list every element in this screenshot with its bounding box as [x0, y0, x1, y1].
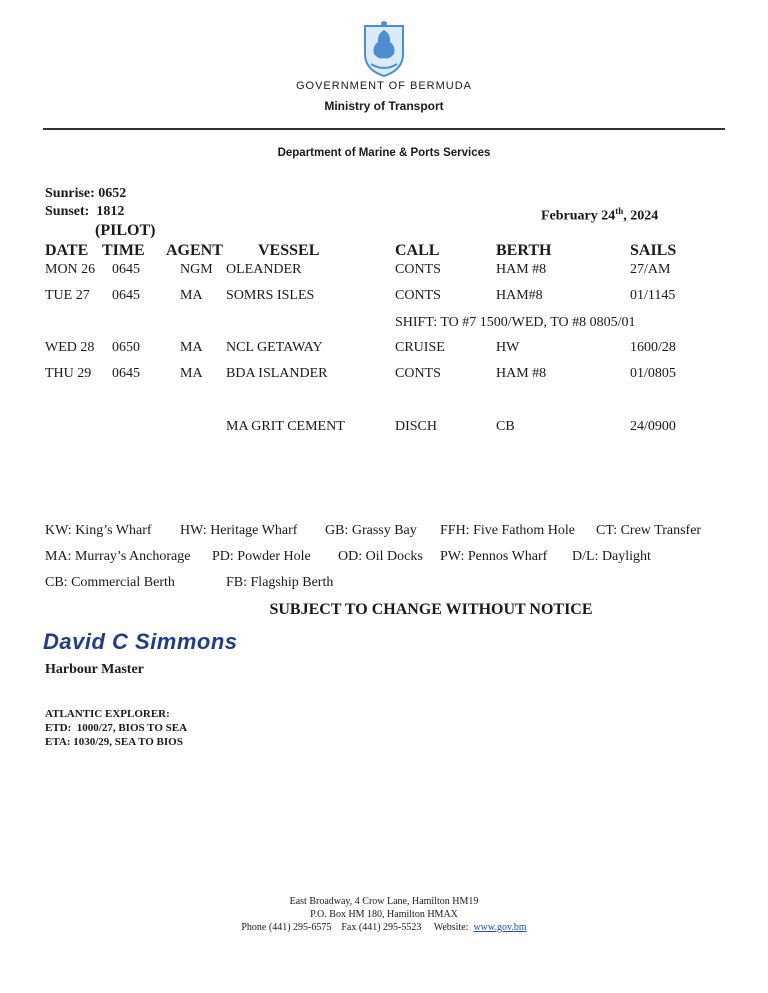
row3-agent: MA	[180, 340, 203, 355]
row5-call: DISCH	[395, 419, 438, 434]
col-time: TIME	[102, 242, 145, 259]
footer-pobox: P.O. Box HM 180, Hamilton HMAX	[310, 909, 458, 920]
row3-call: CRUISE	[395, 340, 445, 355]
row1-date: MON 26	[45, 262, 96, 277]
legend-dl: D/L: Daylight	[572, 549, 651, 564]
col-sails: SAILS	[630, 242, 677, 259]
bermuda-crest-icon	[361, 20, 407, 78]
row3-time: 0650	[112, 340, 140, 355]
legend-od: OD: Oil Docks	[338, 549, 423, 564]
footer-address: East Broadway, 4 Crow Lane, Hamilton HM19	[289, 896, 479, 907]
row4-time: 0645	[112, 366, 140, 381]
atlantic-eta: ETA: 1030/29, SEA TO BIOS	[45, 736, 183, 748]
row2-sails: 01/1145	[630, 288, 676, 303]
pilot-label: (PILOT)	[95, 222, 156, 239]
legend-pw: PW: Pennos Wharf	[440, 549, 548, 564]
row1-time: 0645	[112, 262, 140, 277]
row1-call: CONTS	[395, 262, 441, 277]
website-link[interactable]: www.gov.bm	[473, 922, 527, 933]
legend-ma: MA: Murray’s Anchorage	[45, 549, 191, 564]
row2-date: TUE 27	[45, 288, 90, 303]
col-vessel: VESSEL	[258, 242, 320, 259]
row1-vessel: OLEANDER	[226, 262, 302, 277]
signature: David C Simmons	[43, 629, 238, 654]
notice: SUBJECT TO CHANGE WITHOUT NOTICE	[269, 601, 593, 618]
col-call: CALL	[395, 242, 440, 259]
row5-vessel: MA GRIT CEMENT	[226, 419, 345, 434]
row5-sails: 24/0900	[630, 419, 676, 434]
row2-berth: HAM#8	[496, 288, 543, 303]
row1-berth: HAM #8	[496, 262, 547, 277]
signer-title: Harbour Master	[45, 662, 144, 677]
legend-kw: KW: King’s Wharf	[45, 523, 152, 538]
legend-gb: GB: Grassy Bay	[325, 523, 417, 538]
row5-berth: CB	[496, 419, 515, 434]
footer-contact	[0, 922, 768, 933]
legend-pd: PD: Powder Hole	[212, 549, 311, 564]
col-berth: BERTH	[496, 242, 552, 259]
atlantic-title: ATLANTIC EXPLORER:	[45, 708, 170, 720]
row2-call: CONTS	[395, 288, 441, 303]
row3-sails: 1600/28	[630, 340, 676, 355]
legend-fb: FB: Flagship Berth	[226, 575, 334, 590]
row4-sails: 01/0805	[630, 366, 676, 381]
government-name: GOVERNMENT OF BERMUDA	[295, 80, 473, 92]
legend-hw: HW: Heritage Wharf	[180, 523, 298, 538]
footer-website-label: Website:	[433, 922, 469, 933]
atlantic-etd: ETD: 1000/27, BIOS TO SEA	[45, 722, 188, 734]
row3-date: WED 28	[45, 340, 95, 355]
row1-agent: NGM	[180, 262, 213, 277]
row4-vessel: BDA ISLANDER	[226, 366, 328, 381]
sunset: Sunset: 1812	[45, 204, 125, 219]
ministry-name: Ministry of Transport	[324, 99, 444, 113]
row4-date: THU 29	[45, 366, 92, 381]
legend-ct: CT: Crew Transfer	[596, 523, 702, 538]
row4-call: CONTS	[395, 366, 441, 381]
footer-phone: Phone (441) 295-6575	[241, 922, 332, 933]
header-divider	[43, 128, 725, 130]
col-date: DATE	[45, 242, 89, 259]
shift-note: SHIFT: TO #7 1500/WED, TO #8 0805/01	[395, 315, 636, 330]
row4-agent: MA	[180, 366, 203, 381]
col-agent: AGENT	[166, 242, 223, 259]
row2-vessel: SOMRS ISLES	[226, 288, 315, 303]
footer-fax: Fax (441) 295-5523	[341, 922, 422, 933]
legend-ffh: FFH: Five Fathom Hole	[440, 523, 575, 538]
row2-time: 0645	[112, 288, 140, 303]
row3-vessel: NCL GETAWAY	[226, 340, 323, 355]
legend-cb: CB: Commercial Berth	[45, 575, 175, 590]
row3-berth: HW	[496, 340, 520, 355]
schedule-date: February 24th, 2024	[541, 206, 659, 224]
row1-sails: 27/AM	[630, 262, 671, 277]
row4-berth: HAM #8	[496, 366, 547, 381]
department-name: Department of Marine & Ports Services	[277, 147, 491, 159]
sunrise: Sunrise: 0652	[45, 186, 127, 201]
row2-agent: MA	[180, 288, 203, 303]
